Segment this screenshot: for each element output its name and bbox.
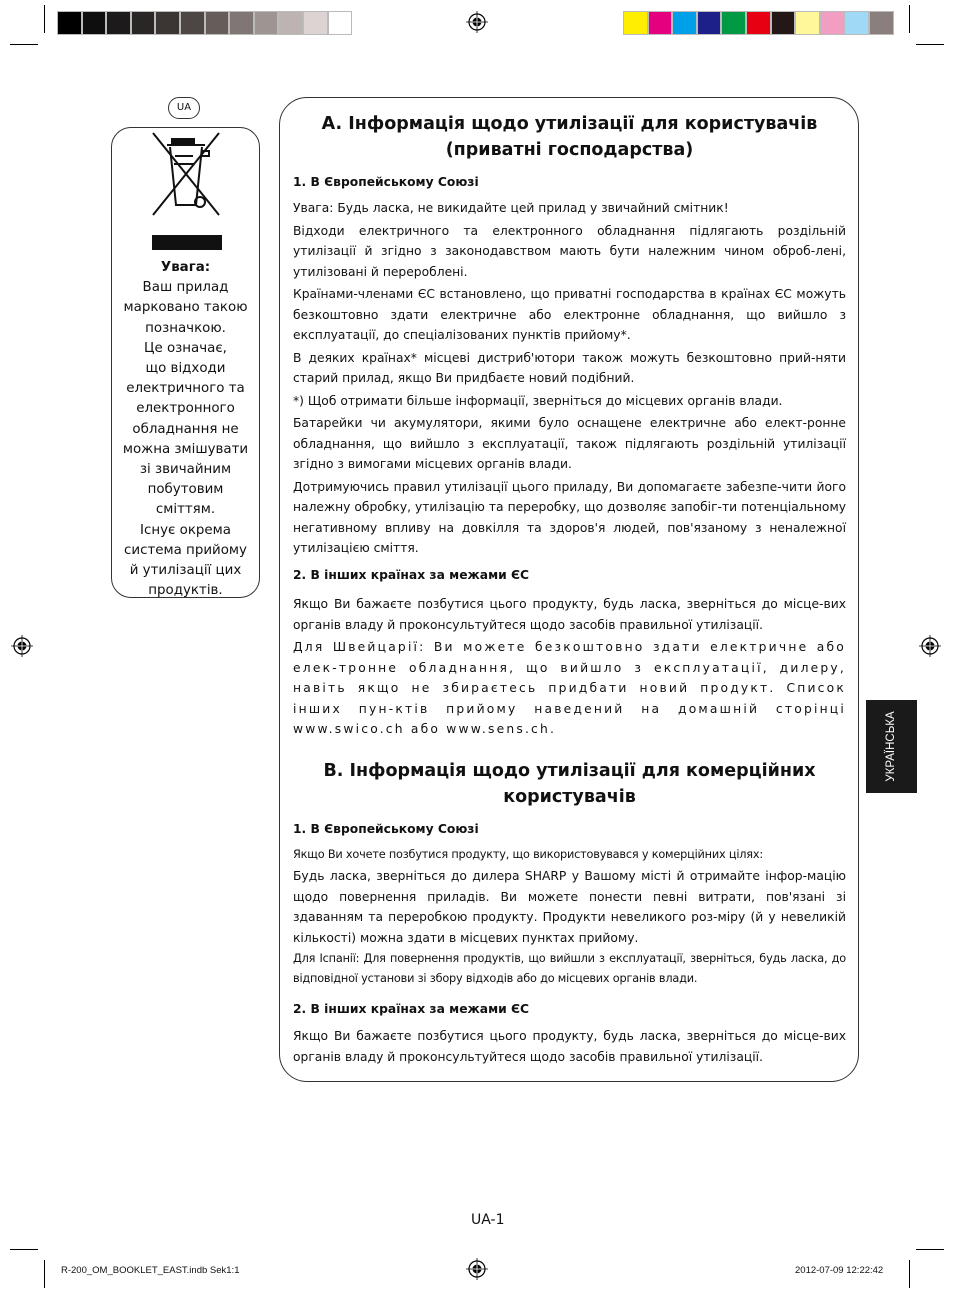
color-swatch: [771, 11, 796, 35]
language-badge: UA: [168, 97, 200, 119]
section-a-paragraph: Якщо Ви бажаєте позбутися цього продукту, будь ласка, зверніться до місце-вих органів владу й проконсультуйтеся щодо засобів правильної утилізації.: [293, 597, 846, 632]
notice-line: Ваш прилад: [142, 280, 229, 296]
color-swatch: [131, 11, 156, 35]
crop-mark: [10, 1249, 38, 1250]
section-b-title-line2: користувачів: [503, 787, 636, 807]
notice-line: сміттям.: [155, 502, 216, 518]
language-tab-label: УКРАЇНСЬКА: [885, 711, 897, 782]
notice-line: що відходи: [145, 361, 226, 377]
section-a-switzerland-note: Для Швейцарії: Ви можете безкоштовно здати електричне або елек-тронне обладнання, що вийшло з експлуатації, дилеру, навіть якщо не збираєтесь придбати новий продукт. Список інших пун-ктів прийому наведений на домашній сторінці www.swico.ch або www.sens.ch.: [293, 640, 846, 736]
registration-mark-icon: [466, 1258, 488, 1280]
footer-timestamp: 2012-07-09 12:22:42: [795, 1265, 884, 1276]
date-mark-bar: [152, 235, 222, 250]
section-b-paragraph: Якщо Ви хочете позбутися продукту, що використовувався у комерційних цілях:: [293, 848, 763, 861]
section-a-paragraph: Країнами-членами ЄС встановлено, що приватні господарства в країнах ЄС можуть безкоштовно здати електричне або електронне обладнання, що вийшло з експлуатації, до спеціалізованих пунктів прийому*.: [293, 287, 846, 342]
crop-mark: [916, 44, 944, 45]
section-a-paragraph: Батарейки чи акумулятори, якими було оснащене електричне або елект-ронне обладнання, що вийшло з експлуатації, також підлягають роздільній утилізації згідно з вимогами місцевих органів влади.: [293, 416, 846, 471]
color-swatch: [869, 11, 894, 35]
section-a-paragraph: В деяких країнах* місцеві дистриб'ютори також можуть безкоштовно прий-няти старий прилад, якщо Ви придбаєте новий подібний.: [293, 350, 846, 385]
crossed-out-wheeled-bin-icon: [149, 129, 223, 221]
color-swatch: [648, 11, 673, 35]
section-a: [293, 111, 846, 163]
notice-line: обладнання не: [132, 421, 239, 437]
section-a-non-eu-heading: 2. В інших країнах за межами ЄС: [293, 568, 530, 582]
section-b-eu-heading: 1. В Європейському Союзі: [293, 822, 479, 836]
section-a-title: [293, 111, 846, 163]
color-swatch: [623, 11, 648, 35]
crop-mark: [44, 5, 45, 33]
registration-mark-icon: [919, 635, 941, 657]
color-swatch: [328, 11, 353, 35]
notice-line: система прийому: [124, 542, 247, 558]
color-swatch: [229, 11, 254, 35]
section-b-paragraph: Будь ласка, зверніться до дилера SHARP у Вашому місті й отримайте інфор-мацію щодо повернення приладів. Ви можете понести певні витрати, пов'язані зі здаванням та переробкою продукту. Продукти невеликого роз-міру (й у невеликій кількості) можна здати в місцевих пунктах прийому.: [293, 869, 846, 945]
crop-mark: [909, 5, 910, 33]
section-a-footnote: *) Щоб отримати більше інформації, зверніться до місцевих органів влади.: [293, 393, 783, 408]
page-number: UA-1: [471, 1212, 505, 1228]
notice-line: позначкою.: [145, 320, 226, 336]
crop-mark: [916, 1249, 944, 1250]
section-b-paragraph: Якщо Ви бажаєте позбутися цього продукту, будь ласка, зверніться до місце-вих органів владу й проконсультуйтеся щодо засобів правильної утилізації.: [293, 1029, 846, 1064]
notice-line: Існує окрема: [140, 522, 231, 538]
section-a-paragraph: Дотримуючись правил утилізації цього приладу, Ви допомагаєте забезпе-чити його належну обробку, утилізацію та переробку, що дозволяє запобіг-ти потенціальному негативному впливу на довкілля та здоров'я людей, пов'язаному з неналежної утилізацією сміття.: [293, 479, 846, 555]
section-a-title-line1: A. Інформація щодо утилізації для користувачів: [321, 114, 818, 134]
footer-filename: R-200_OM_BOOKLET_EAST.indb Sek1:1: [61, 1265, 240, 1276]
section-a-eu-heading: 1. В Європейському Союзі: [293, 175, 479, 189]
registration-mark-icon: [466, 11, 488, 33]
section-b-spain-note: Для Іспанії: Для повернення продуктів, що вийшли з експлуатації, зверніться, будь ласка, до відповідної установи зі збору відходів або до місцевих органів влади.: [293, 952, 846, 985]
notice-line: електричного та: [126, 381, 245, 397]
notice-line: електронного: [136, 401, 235, 417]
section-a-paragraph: Відходи електричного та електронного обладнання підлягають роздільній утилізації й згідно з законодавством мають бути належним чином оброб-лені, утилізовані й перероблені.: [293, 223, 846, 279]
color-swatch: [672, 11, 697, 35]
section-b-title-line1: B. Інформація щодо утилізації для комерційних: [323, 761, 816, 781]
color-swatch: [721, 11, 746, 35]
section-a-paragraph: Увага: Будь ласка, не викидайте цей прилад у звичайний смітник!: [293, 201, 729, 215]
color-swatch: [106, 11, 131, 35]
registration-mark-icon: [11, 635, 33, 657]
section-b: [293, 758, 846, 810]
crop-mark: [10, 44, 38, 45]
notice-line: Це означає,: [144, 340, 227, 356]
color-swatch: [746, 11, 771, 35]
color-swatch: [795, 11, 820, 35]
color-swatch: [303, 11, 328, 35]
color-swatch: [844, 11, 869, 35]
section-b-title: [293, 758, 846, 810]
color-swatch: [180, 11, 205, 35]
notice-heading: Увага:: [160, 260, 211, 275]
color-swatch: [155, 11, 180, 35]
weee-notice-text: [113, 258, 258, 601]
color-swatch: [820, 11, 845, 35]
notice-line: можна змішувати: [122, 441, 249, 457]
color-swatch: [205, 11, 230, 35]
notice-line: зі звичайним: [139, 462, 232, 478]
crop-mark: [44, 1260, 45, 1288]
section-a-title-line2: (приватні господарства): [445, 140, 694, 160]
notice-line: продуктів.: [148, 583, 223, 599]
color-swatch: [57, 11, 82, 35]
crop-mark: [909, 1260, 910, 1288]
color-swatch: [254, 11, 279, 35]
section-b-non-eu-heading: 2. В інших країнах за межами ЄС: [293, 1002, 530, 1016]
notice-line: марковано такою: [123, 300, 248, 316]
color-swatch: [82, 11, 107, 35]
notice-line: й утилізації цих: [129, 563, 242, 579]
color-swatch: [278, 11, 303, 35]
language-tab: [866, 700, 917, 793]
notice-line: побутовим: [147, 482, 224, 498]
color-swatch: [697, 11, 722, 35]
